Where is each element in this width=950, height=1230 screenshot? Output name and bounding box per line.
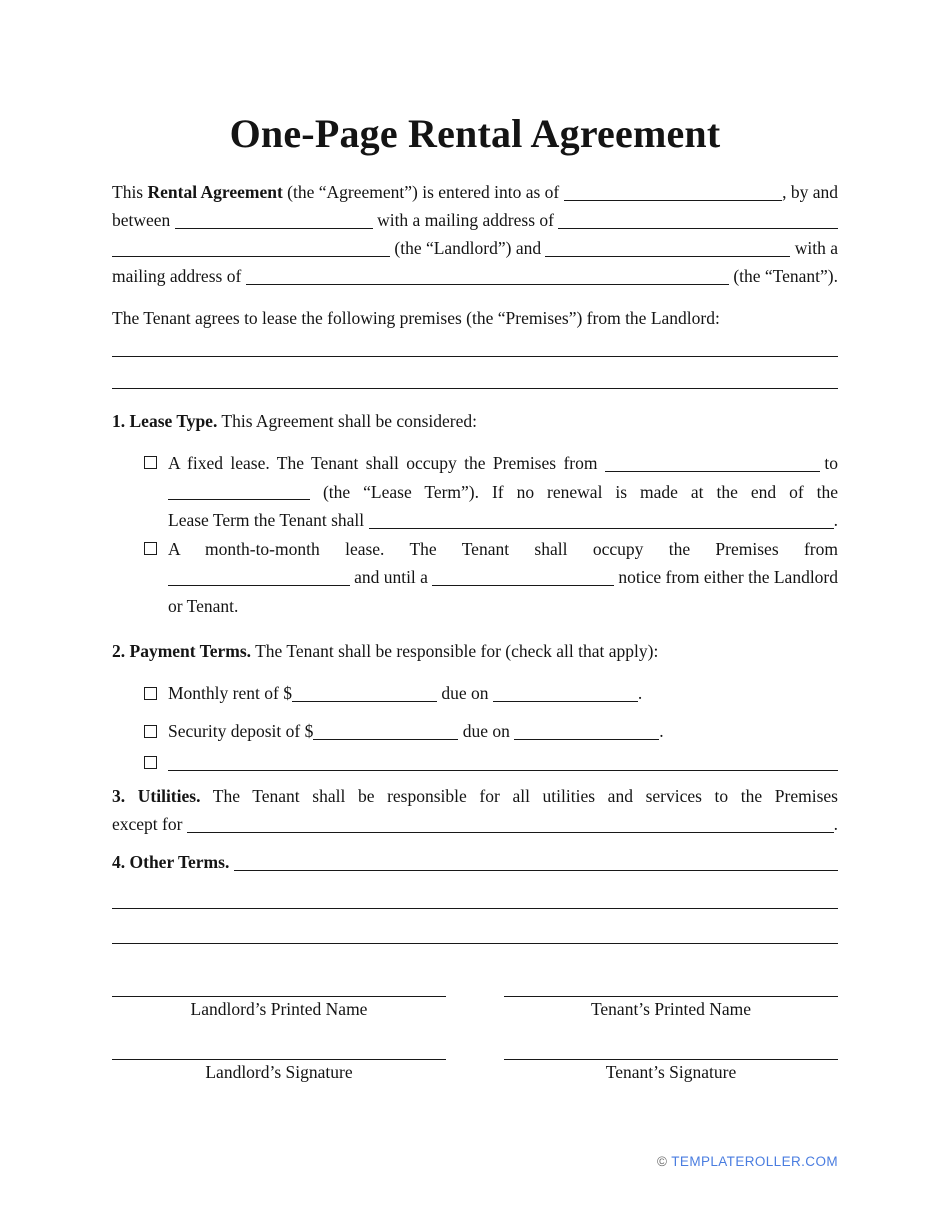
section3-line-1	[112, 782, 838, 810]
monthly-rent-text: due on	[436, 683, 493, 703]
intro-line-3	[112, 234, 838, 262]
intro-text: with a mailing address of	[372, 210, 559, 230]
fixed-lease-text: A fixed lease. The Tenant shall occupy the Premises from	[168, 453, 605, 473]
landlord-signature-caption: Landlord’s Signature	[205, 1062, 353, 1082]
fixed-lease-text: (the “Lease Term”). If no renewal is made at the end of the	[310, 481, 838, 502]
fixed-lease-option	[112, 449, 838, 535]
section3-utilities	[112, 782, 838, 838]
month-to-month-line-2	[168, 563, 838, 592]
section3-text: except for	[112, 814, 187, 834]
blank-rent-due-date[interactable]	[493, 701, 638, 702]
blank-other-terms-3[interactable]	[112, 943, 838, 944]
intro-text: (the “Tenant”).	[728, 266, 838, 286]
fixed-lease-line-1	[168, 449, 838, 478]
blank-lease-start-date[interactable]	[605, 471, 820, 472]
blank-other-payment[interactable]	[168, 770, 838, 771]
intro-line-2	[112, 206, 838, 234]
section2-number-label: 2. Payment Terms.	[112, 641, 252, 661]
blank-landlord-name[interactable]	[175, 228, 373, 229]
blank-premises-2[interactable]	[112, 388, 838, 389]
landlord-printed-name-caption: Landlord’s Printed Name	[190, 999, 368, 1019]
blank-premises-1[interactable]	[112, 356, 838, 357]
signature-section	[112, 996, 838, 1083]
monthly-rent-row	[144, 679, 838, 707]
intro-text: with a	[790, 238, 838, 258]
section3-number-label: 3. Utilities.	[112, 786, 201, 806]
tenant-signature-caption: Tenant’s Signature	[605, 1062, 737, 1082]
section1-heading-text: This Agreement shall be considered:	[217, 411, 478, 431]
page-title: One-Page Rental Agreement	[229, 111, 721, 156]
blank-mtm-notice-period[interactable]	[432, 585, 614, 586]
landlord-signature-column	[112, 996, 446, 1083]
blank-tenant-printed-name[interactable]	[504, 996, 838, 997]
checkbox-security-deposit[interactable]	[144, 725, 157, 738]
blank-landlord-address-2[interactable]	[112, 256, 390, 257]
tenant-printed-name-caption: Tenant’s Printed Name	[590, 999, 752, 1019]
blank-deposit-due-date[interactable]	[514, 739, 659, 740]
intro-paragraph	[112, 178, 838, 290]
section4-other-terms	[112, 848, 838, 876]
security-deposit-text: .	[659, 721, 664, 741]
monthly-rent-text: .	[637, 683, 643, 703]
fixed-lease-line-2	[168, 478, 838, 507]
section3-line-2	[112, 810, 838, 838]
checkbox-fixed-lease[interactable]	[144, 456, 157, 469]
premises-intro: The Tenant agrees to lease the following premises (the “Premises”) from the Landlord:	[112, 308, 720, 328]
intro-line-4	[112, 262, 838, 290]
blank-lease-end-date[interactable]	[168, 499, 310, 500]
footer	[657, 1154, 838, 1169]
security-deposit-row	[144, 717, 838, 745]
section3-text: .	[833, 814, 838, 834]
copyright-symbol: ©	[656, 1154, 668, 1169]
blank-deposit-amount[interactable]	[313, 739, 458, 740]
fixed-lease-text: .	[833, 510, 838, 530]
intro-line-1	[112, 178, 838, 206]
month-to-month-option	[112, 535, 838, 621]
month-to-month-line-1	[168, 535, 838, 564]
blank-landlord-address-1[interactable]	[558, 228, 838, 229]
blank-utilities-exception[interactable]	[187, 832, 834, 833]
tenant-signature-column	[504, 996, 838, 1083]
intro-text: (the “Landlord”) and	[390, 238, 546, 258]
security-deposit-text: Security deposit of $	[168, 721, 314, 741]
fixed-lease-line-3	[168, 506, 838, 535]
blank-renewal-action[interactable]	[369, 528, 834, 529]
section2-heading	[112, 637, 838, 665]
intro-text: (the “Agreement”) is entered into as of	[282, 182, 564, 202]
templateroller-brand-link[interactable]: TEMPLATEROLLER.COM	[671, 1154, 838, 1169]
section2-heading-text: The Tenant shall be responsible for (check all that apply):	[251, 641, 659, 661]
blank-tenant-signature[interactable]	[504, 1059, 838, 1060]
intro-text: between	[112, 210, 175, 230]
blank-rent-amount[interactable]	[292, 701, 437, 702]
security-deposit-text: due on	[458, 721, 515, 741]
month-to-month-text: notice from either the Landlord	[614, 567, 839, 587]
agreement-term-bold: Rental Agreement	[147, 182, 283, 202]
intro-text: , by and	[782, 182, 838, 202]
checkbox-other-payment[interactable]	[144, 756, 157, 769]
fixed-lease-text: to	[820, 453, 838, 473]
section1-number-label: 1. Lease Type.	[112, 411, 218, 431]
blank-agreement-date[interactable]	[564, 200, 782, 201]
month-to-month-text: and until a	[349, 567, 433, 587]
month-to-month-line-3: or Tenant.	[168, 595, 239, 616]
intro-text: This	[112, 182, 148, 202]
fixed-lease-text: Lease Term the Tenant shall	[168, 510, 369, 530]
blank-mtm-start-date[interactable]	[168, 585, 350, 586]
blank-tenant-name[interactable]	[545, 256, 790, 257]
blank-other-terms-2[interactable]	[112, 908, 838, 909]
checkbox-month-to-month[interactable]	[144, 542, 157, 555]
month-to-month-text: A month-to-month lease. The Tenant shall occupy the Premises from	[168, 538, 838, 559]
section1-heading	[112, 407, 838, 435]
blank-landlord-printed-name[interactable]	[112, 996, 446, 997]
section4-number-label: 4. Other Terms.	[112, 852, 234, 872]
intro-text: mailing address of	[112, 266, 246, 286]
blank-landlord-signature[interactable]	[112, 1059, 446, 1060]
checkbox-monthly-rent[interactable]	[144, 687, 157, 700]
blank-tenant-address[interactable]	[246, 284, 729, 285]
monthly-rent-text: Monthly rent of $	[168, 683, 292, 703]
blank-other-terms-1[interactable]	[234, 870, 838, 871]
section3-heading-text: The Tenant shall be responsible for all utilities and services to the Premises	[200, 786, 838, 806]
other-payment-row	[144, 755, 838, 768]
